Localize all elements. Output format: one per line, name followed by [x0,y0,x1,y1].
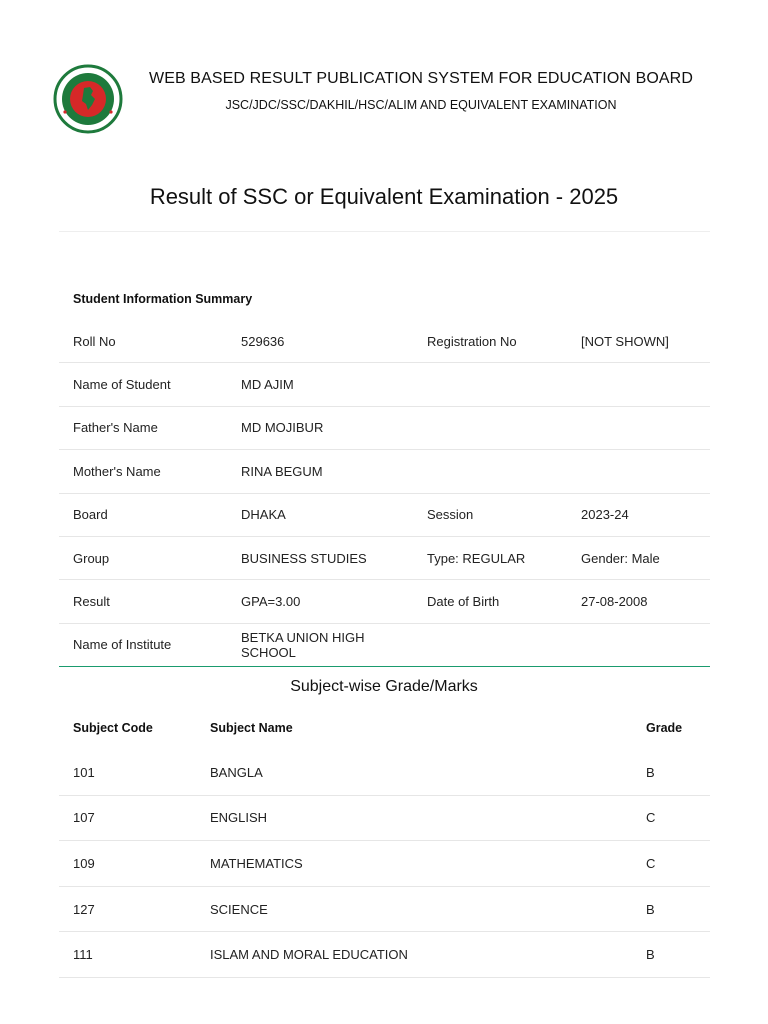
info-value: 27-08-2008 [567,580,710,623]
info-row [59,363,710,406]
subjects-title: Subject-wise Grade/Marks [290,678,478,695]
info-label: Date of Birth [413,580,567,623]
subject-row [59,886,710,932]
header-subject-code: Subject Code [73,720,153,735]
subject-code: 109 [59,841,196,887]
subject-grade: C [632,841,710,887]
info-label: Roll No [59,320,227,363]
info-value: Gender: Male [567,536,710,579]
subject-name: MATHEMATICS [196,841,632,887]
divider [59,231,710,232]
subject-grade: B [632,932,710,978]
subject-row [59,750,710,795]
info-value [567,363,710,406]
subject-grade: B [632,886,710,932]
subject-code: 101 [59,750,196,795]
info-label: Session [413,493,567,536]
system-subtitle: JSC/JDC/SSC/DAKHIL/HSC/ALIM AND EQUIVALENT EXAMINATION [225,98,617,112]
subject-name: ISLAM AND MORAL EDUCATION [196,932,632,978]
subjects-table [59,705,710,978]
info-row [59,536,710,579]
subject-code: 127 [59,886,196,932]
info-value: DHAKA [227,493,413,536]
subject-name: BANGLA [196,750,632,795]
subject-name: SCIENCE [196,886,632,932]
summary-heading: Student Information Summary [73,292,253,306]
subjects-header-row [59,705,710,750]
info-label [413,450,567,493]
info-row [59,406,710,449]
subject-grade: B [632,750,710,795]
info-label: Type: REGULAR [413,536,567,579]
subject-row [59,841,710,887]
info-label: Mother's Name [59,450,227,493]
info-label [413,363,567,406]
info-label: Name of Institute [59,623,227,666]
info-row [59,580,710,623]
info-row [59,320,710,363]
info-value: MD AJIM [227,363,413,406]
info-row [59,450,710,493]
subject-grade: C [632,795,710,841]
info-label: Father's Name [59,406,227,449]
info-value [567,450,710,493]
info-label: Result [59,580,227,623]
subject-code: 111 [59,932,196,978]
info-value: GPA=3.00 [227,580,413,623]
subject-row [59,932,710,978]
info-value: 2023-24 [567,493,710,536]
info-label [413,406,567,449]
info-value [567,406,710,449]
info-label: Group [59,536,227,579]
info-label [413,623,567,666]
subject-row [59,795,710,841]
info-value: BUSINESS STUDIES [227,536,413,579]
info-row [59,493,710,536]
subject-name: ENGLISH [196,795,632,841]
info-label: Registration No [413,320,567,363]
info-value: BETKA UNION HIGH SCHOOL [227,623,413,666]
system-title: WEB BASED RESULT PUBLICATION SYSTEM FOR EDUCATION BOARD [149,70,693,87]
info-value [567,623,710,666]
info-value: RINA BEGUM [227,450,413,493]
info-label: Name of Student [59,363,227,406]
subject-code: 107 [59,795,196,841]
info-row [59,623,710,666]
header-grade: Grade [646,720,683,735]
student-info-table [59,320,710,667]
header-subject-name: Subject Name [210,720,293,735]
page-title: Result of SSC or Equivalent Examination - 2025 [149,184,619,209]
info-value: [NOT SHOWN] [567,320,710,363]
info-label: Board [59,493,227,536]
info-value: MD MOJIBUR [227,406,413,449]
info-value: 529636 [227,320,413,363]
